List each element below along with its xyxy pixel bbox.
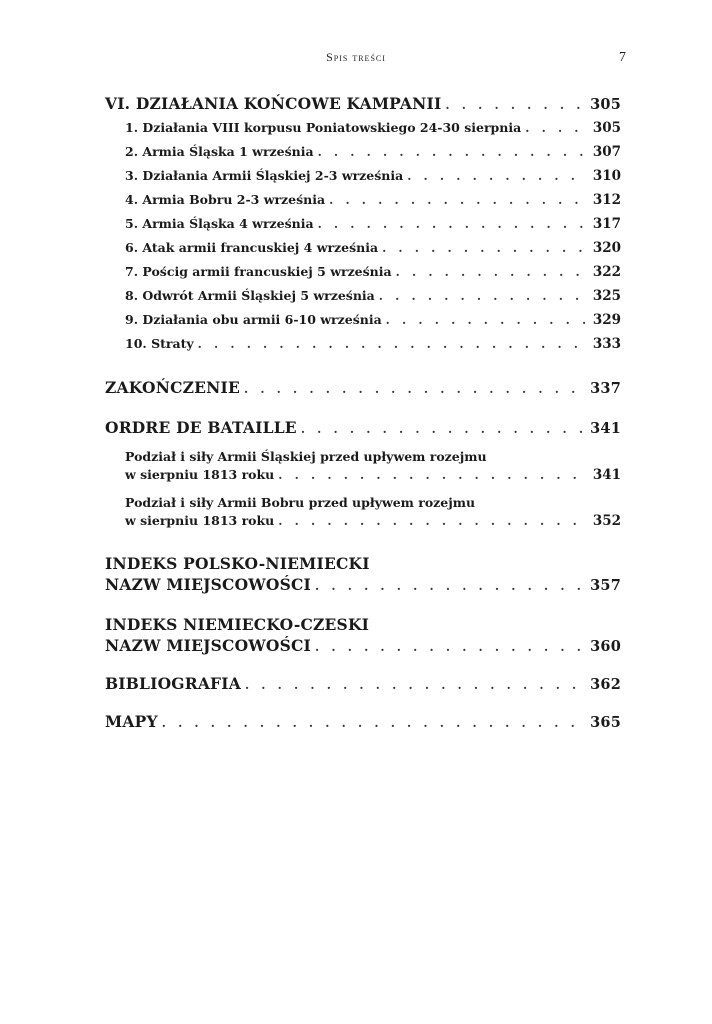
toc-entry-6-5[interactable] xyxy=(105,216,621,240)
dot-leader xyxy=(198,337,587,351)
toc-entry-ordre-2[interactable] xyxy=(105,492,621,534)
toc-entry-6-10[interactable] xyxy=(105,336,621,360)
toc-entry-line2 xyxy=(105,575,621,599)
toc-entry-page: 322 xyxy=(592,264,621,280)
toc-entry-label-line1: Podział i siły Armii Śląskiej przed upływem rozejmu xyxy=(125,449,487,464)
toc-entry-label: 1. Działania VIII korpusu Poniatowskiego 24-30 sierpnia xyxy=(125,120,522,135)
toc-entry-indeks-polsko-niemiecki[interactable] xyxy=(105,553,621,599)
toc-entry-label: 7. Pościg armii francuskiej 5 września xyxy=(125,264,392,279)
page-number: 7 xyxy=(619,50,626,65)
dot-leader xyxy=(301,422,586,436)
toc-entry-6-8[interactable] xyxy=(105,288,621,312)
dot-leader xyxy=(407,169,587,183)
toc-entry-label: 2. Armia Śląska 1 września xyxy=(125,144,314,159)
dot-leader xyxy=(245,678,586,692)
toc-entry-6-7[interactable] xyxy=(105,264,621,288)
toc-entry-page: 317 xyxy=(592,216,621,232)
toc-entry-label: MAPY xyxy=(105,712,158,731)
toc-entry-label: 6. Atak armii francuskiej 4 września xyxy=(125,240,379,255)
toc-entry-page: 337 xyxy=(590,380,621,397)
dot-leader xyxy=(525,121,587,135)
toc-entry-page: 352 xyxy=(592,513,621,529)
dot-leader xyxy=(162,716,586,730)
toc-entry-ordre-1[interactable] xyxy=(105,446,621,488)
toc-entry-6-2[interactable] xyxy=(105,144,621,168)
toc-entry-bibliografia[interactable] xyxy=(105,674,621,698)
dot-leader xyxy=(396,265,587,279)
toc-entry-chapter-6[interactable] xyxy=(105,94,621,120)
toc-entry-label: ORDRE DE BATAILLE xyxy=(105,418,297,437)
toc-entry-mapy[interactable] xyxy=(105,712,621,736)
toc-entry-page: 310 xyxy=(592,168,621,184)
toc-entry-indeks-niemiecko-czeski[interactable] xyxy=(105,614,621,660)
toc-entry-page: 305 xyxy=(590,96,621,113)
dot-leader xyxy=(318,217,587,231)
toc-entry-label: 4. Armia Bobru 2-3 września xyxy=(125,192,326,207)
dot-leader xyxy=(329,193,587,207)
toc-entry-page: 333 xyxy=(592,336,621,352)
dot-leader xyxy=(318,145,587,159)
toc-entry-page: 312 xyxy=(592,192,621,208)
toc-entry-label: 3. Działania Armii Śląskiej 2-3 września xyxy=(125,168,404,183)
dot-leader xyxy=(244,382,586,396)
running-head-title: Spis treści xyxy=(326,50,386,64)
toc-entry-page: 365 xyxy=(590,714,621,731)
toc-entry-label: 5. Armia Śląska 4 września xyxy=(125,216,314,231)
toc-entry-zakonczenie[interactable] xyxy=(105,378,621,404)
toc-entry-label-line2: NAZW MIEJSCOWOŚCI xyxy=(105,575,311,594)
toc-entry-line2 xyxy=(105,467,621,488)
toc-entry-label-line2: NAZW MIEJSCOWOŚCI xyxy=(105,636,311,655)
toc-entry-page: 325 xyxy=(592,288,621,304)
toc-entry-label: 10. Straty xyxy=(125,336,194,351)
toc-entry-label: BIBLIOGRAFIA xyxy=(105,674,241,693)
toc-entry-label-line1: INDEKS POLSKO-NIEMIECKI xyxy=(105,554,370,573)
toc-entry-page: 360 xyxy=(590,638,621,655)
toc-entry-6-4[interactable] xyxy=(105,192,621,216)
toc-entry-page: 329 xyxy=(592,312,621,328)
toc-entry-ordre-de-bataille[interactable] xyxy=(105,418,621,444)
dot-leader xyxy=(278,514,587,528)
toc-entry-6-6[interactable] xyxy=(105,240,621,264)
toc-entry-6-3[interactable] xyxy=(105,168,621,192)
toc-entry-page: 320 xyxy=(592,240,621,256)
dot-leader xyxy=(382,241,587,255)
toc-entry-label-line1: Podział i siły Armii Bobru przed upływem rozejmu xyxy=(125,495,476,510)
toc-entry-page: 341 xyxy=(592,467,621,483)
dot-leader xyxy=(445,98,586,112)
dot-leader xyxy=(278,468,587,482)
toc-entry-6-9[interactable] xyxy=(105,312,621,336)
toc-entry-line2 xyxy=(105,636,621,660)
toc-entry-label-line2: w sierpniu 1813 roku xyxy=(125,513,275,528)
toc-entry-label: ZAKOŃCZENIE xyxy=(105,378,240,397)
dot-leader xyxy=(379,289,587,303)
dot-leader xyxy=(315,640,586,654)
toc-entry-label: 8. Odwrót Armii Śląskiej 5 września xyxy=(125,288,375,303)
toc-entry-label-line1: INDEKS NIEMIECKO-CZESKI xyxy=(105,615,370,634)
toc-entry-page: 362 xyxy=(590,676,621,693)
toc-entry-page: 305 xyxy=(592,120,621,136)
dot-leader xyxy=(315,579,586,593)
toc-entry-page: 307 xyxy=(592,144,621,160)
toc-entry-label: 9. Działania obu armii 6-10 września xyxy=(125,312,382,327)
dot-leader xyxy=(386,313,587,327)
toc-entry-page: 357 xyxy=(590,577,621,594)
table-of-contents xyxy=(105,94,621,736)
toc-entry-label: VI. DZIAŁANIA KOŃCOWE KAMPANII xyxy=(105,94,442,113)
toc-entry-page: 341 xyxy=(590,420,621,437)
toc-entry-6-1[interactable] xyxy=(105,120,621,144)
toc-entry-line2 xyxy=(105,513,621,534)
running-head xyxy=(0,50,712,70)
toc-entry-label-line2: w sierpniu 1813 roku xyxy=(125,467,275,482)
